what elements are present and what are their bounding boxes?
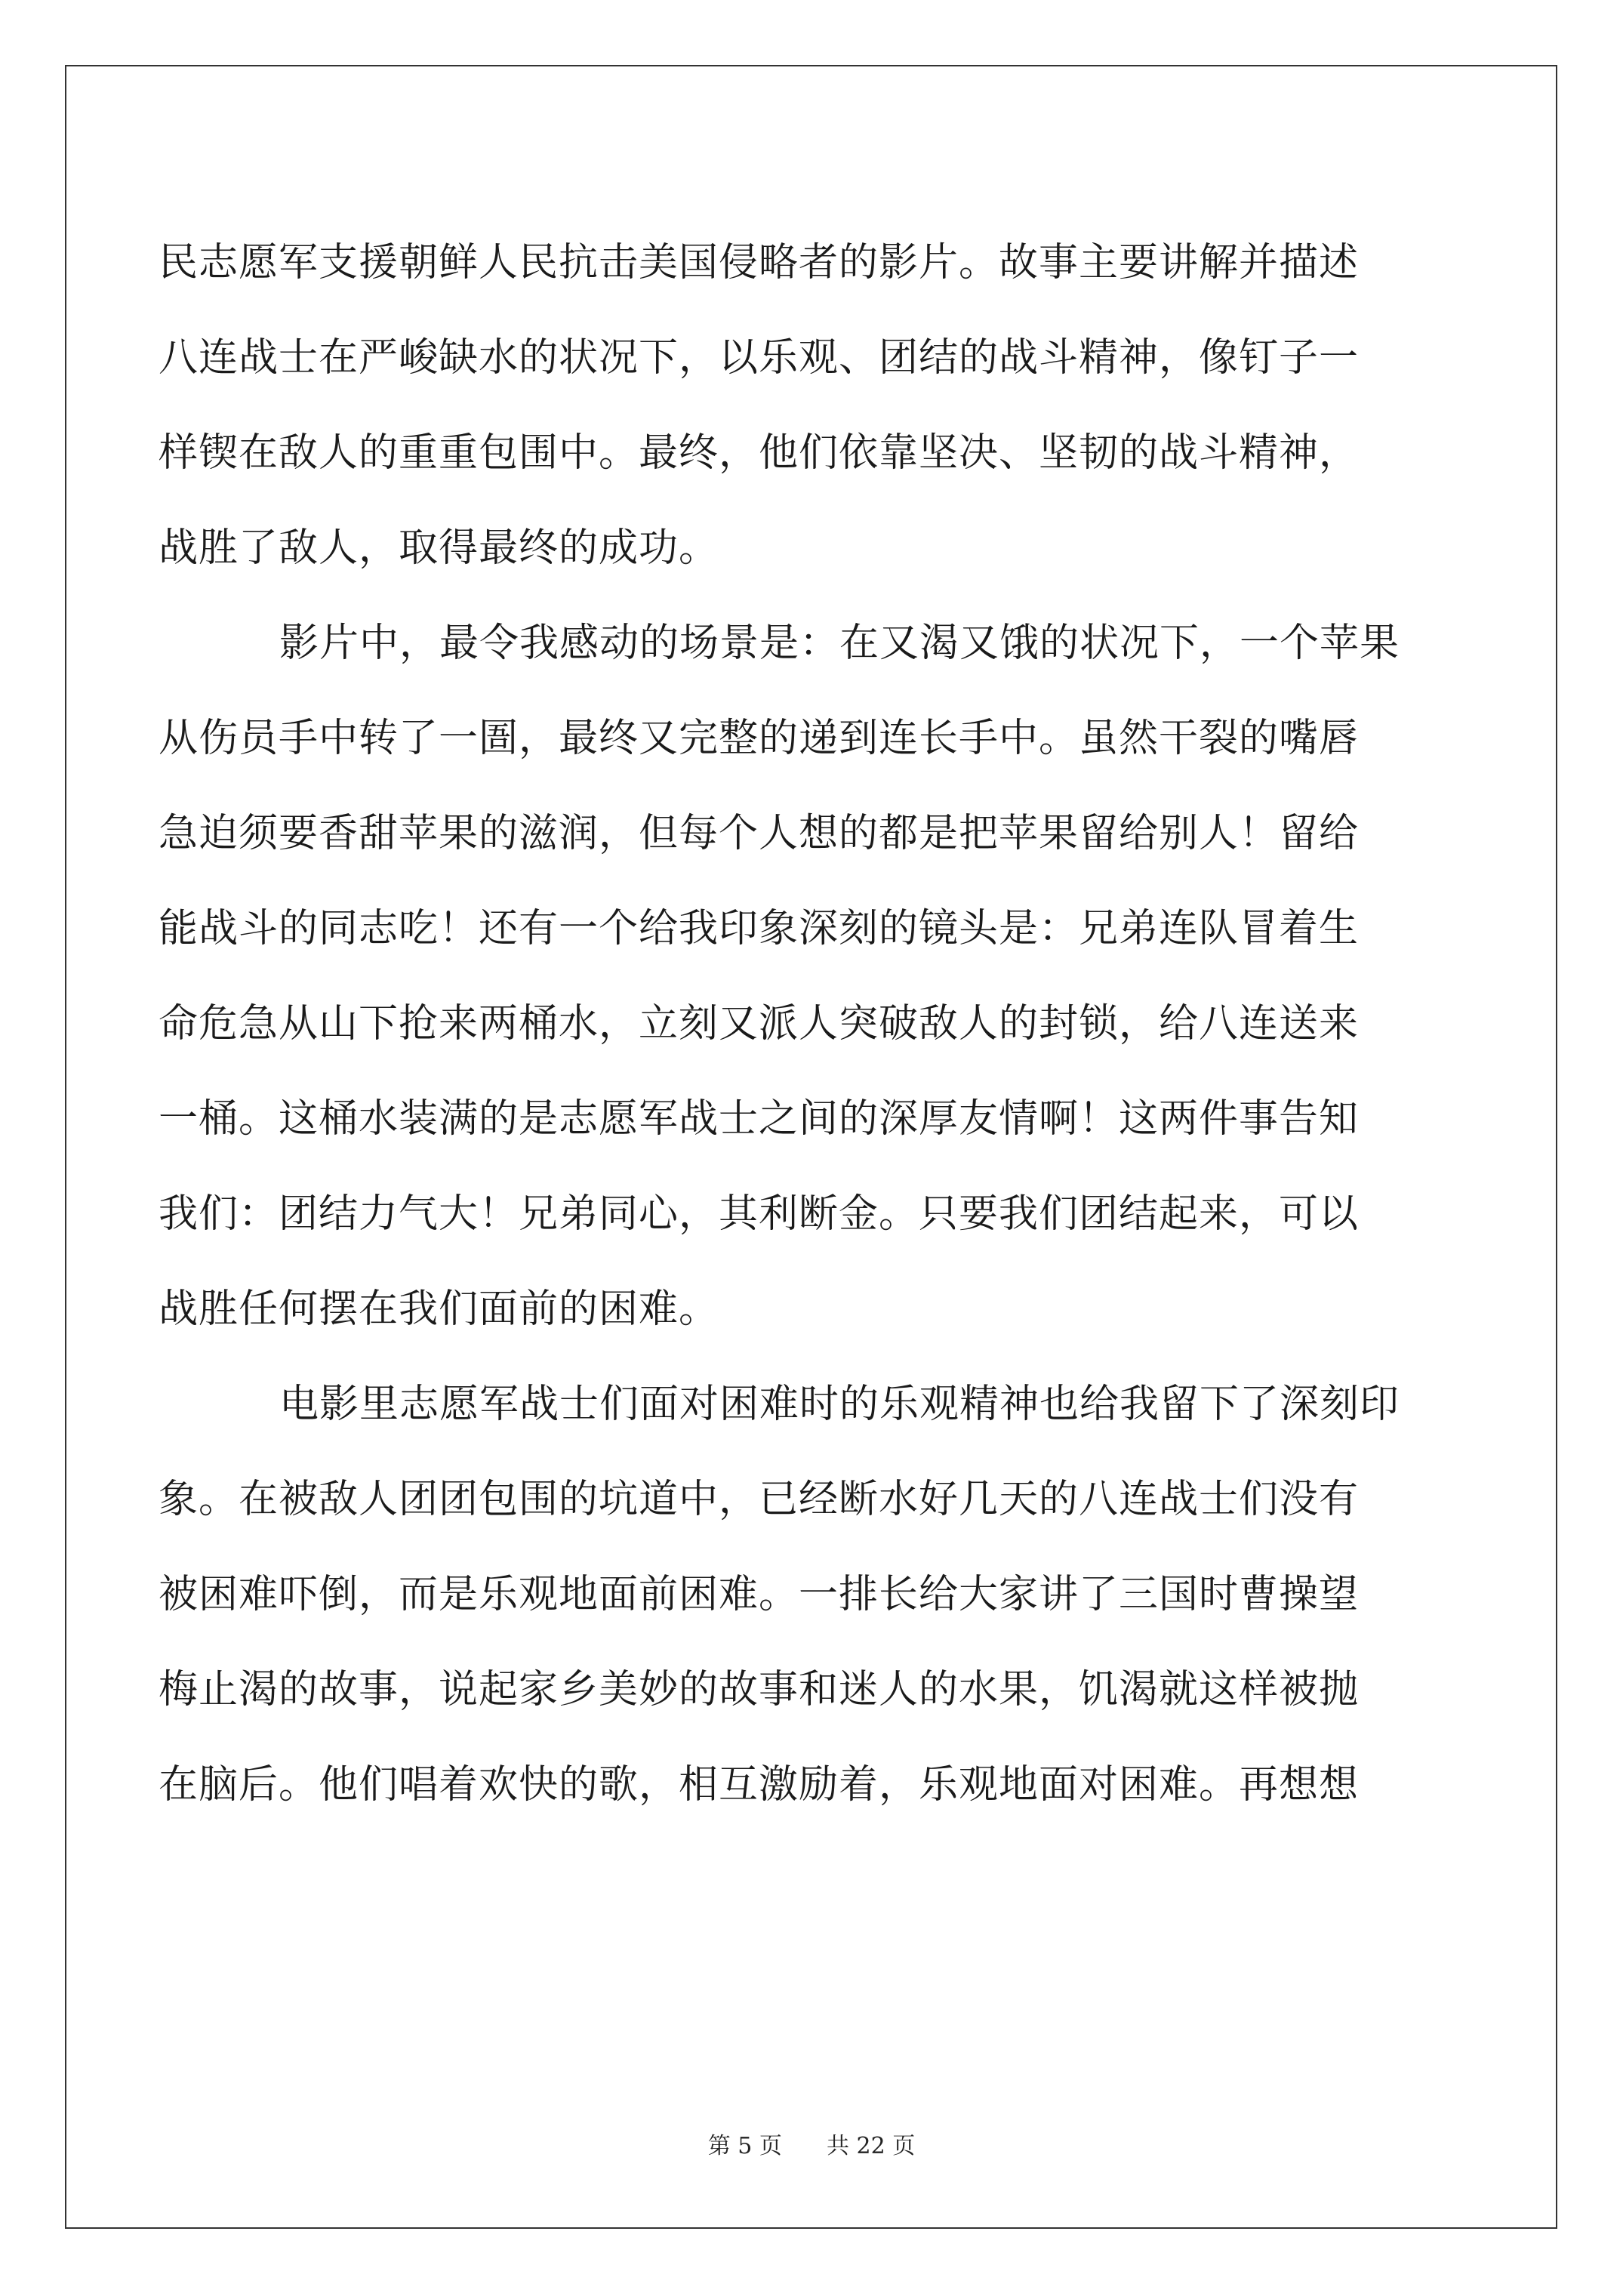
text-line: 民志愿军支援朝鲜人民抗击美国侵略者的影片。故事主要讲解并描述 <box>159 240 1360 285</box>
paragraph-2 <box>159 596 1464 1357</box>
text-line: 样锲在敌人的重重包围中。最终，他们依靠坚决、坚韧的战斗精神， <box>159 430 1360 476</box>
paragraph-3 <box>159 1357 1464 1832</box>
text-line: 能战斗的同志吃！还有一个给我印象深刻的镜头是：兄弟连队冒着生 <box>159 906 1360 951</box>
text-line: 梅止渴的故事，说起家乡美妙的故事和迷人的水果，饥渴就这样被抛 <box>159 1667 1360 1712</box>
text-line: 被困难吓倒，而是乐观地面前困难。一排长给大家讲了三国时曹操望 <box>159 1572 1360 1617</box>
text-line: 在脑后。他们唱着欢快的歌，相互激励着，乐观地面对困难。再想想 <box>159 1762 1360 1808</box>
text-line: 从伤员手中转了一圄，最终又完整的递到连长手中。虽然干裂的嘴唇 <box>159 716 1360 761</box>
page-footer <box>0 2127 1623 2160</box>
paragraph-1 <box>159 215 1464 596</box>
text-line: 急迫须要香甜苹果的滋润，但每个人想的都是把苹果留给别人！留给 <box>159 811 1360 856</box>
text-line: 八连战士在严峻缺水的状况下，以乐观、团结的战斗精神，像钉子一 <box>159 335 1360 381</box>
document-body <box>159 215 1464 1832</box>
text-line: 一桶。这桶水装满的是志愿军战士之间的深厚友情啊！这两件事告知 <box>159 1096 1360 1142</box>
text-line: 电影里志愿军战士们面对困难时的乐观精神也给我留下了深刻印 <box>279 1382 1400 1427</box>
page-number: 第 5 页 <box>707 2133 782 2159</box>
text-line: 战胜任何摆在我们面前的困难。 <box>159 1287 719 1332</box>
text-line: 命危急从山下抢来两桶水，立刻又派人突破敌人的封锁，给八连送来 <box>159 1001 1360 1046</box>
text-line: 象。在被敌人团团包围的坑道中，已经断水好几天的八连战士们没有 <box>159 1477 1360 1522</box>
page-total: 共 22 页 <box>827 2133 916 2159</box>
text-line: 我们：团结力气大！兄弟同心，其利断金。只要我们团结起来，可以 <box>159 1191 1360 1237</box>
text-line: 影片中，最令我感动的场景是：在又渴又饿的状况下，一个苹果 <box>279 621 1400 666</box>
text-line: 战胜了敌人，取得最终的成功。 <box>159 525 719 571</box>
